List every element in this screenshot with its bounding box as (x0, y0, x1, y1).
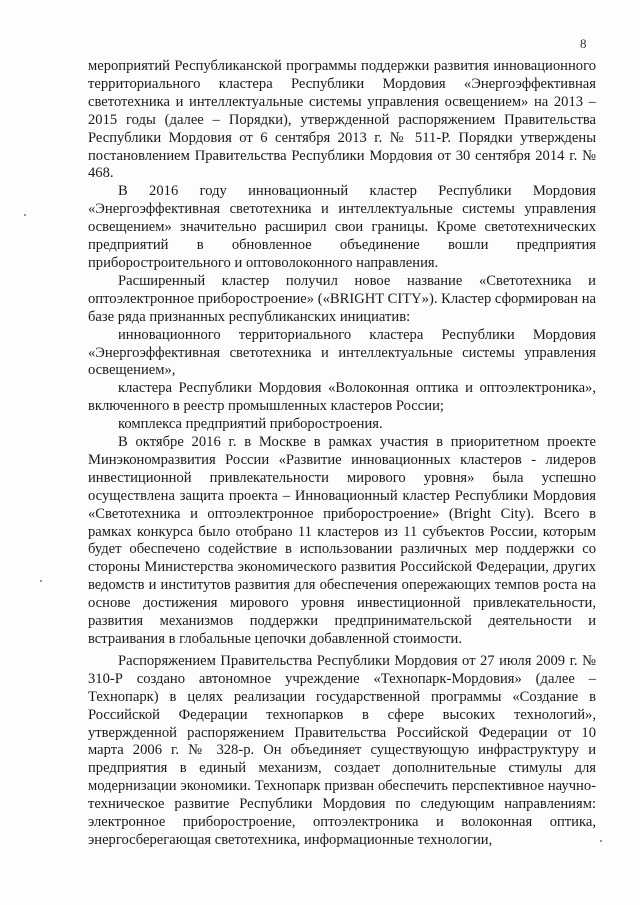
scan-speck (24, 214, 26, 216)
paragraph-technopark: Распоряжением Правительства Республики Мордовия от 27 июля 2009 г. № 310-Р создано автономное учреждение «Технопарк-Мордовия» (далее – Технопарк) в целях реализации государственной программы «Создание в Российской Федерации технопарков в сфере высоких технологий», утвержденной распоряжением Правительства Российской Федерации от 10 марта 2006 г. № 328-р. Он объединяет существующую инфраструктуру и предприятия в единый механизм, создает дополнительные стимулы для модернизации экономики. Технопарк призван обеспечить перспективное научно-техническое развитие Республики Мордовия по следующим направлениям: электронное приборостроение, оптоэлектроника и волоконная оптика, энергосберегающая светотехника, информационные технологии, (88, 652, 596, 848)
paragraph-october-2016: В октябре 2016 г. в Москве в рамках участия в приоритетном проекте Минэкономразвития России «Развитие инновационных кластеров - лидеров инвестиционной привлекательности мирового уровня» была успешно осуществлена защита проекта – Инновационный кластер Республики Мордовия «Светотехника и оптоэлектронное приборостроение» (Bright City). Всего в рамках конкурса было отобрано 11 кластеров из 11 субъектов России, которым будет обеспечено содействие в использовании различных мер поддержки со стороны Министерства экономического развития Российской Федерации, других ведомств и институтов развития для обеспечения опережающих темпов роста на основе достижения мирового уровня инвестиционной привлекательности, развития механизмов поддержки предпринимательской деятельности и встраивания в глобальные цепочки добавленной стоимости. (88, 434, 596, 647)
scan-speck (40, 580, 42, 582)
list-item-innovation-cluster: инновационного территориального кластера Республики Мордовия «Энергоэффективная светотехника и интеллектуальные системы управления освещением», (88, 326, 596, 379)
paragraph-expanded-cluster: Расширенный кластер получил новое название «Светотехника и оптоэлектронное приборостроение» («BRIGHT CITY»). Кластер сформирован на базе ряда признанных республиканских инициатив: (88, 272, 596, 325)
list-item-fiber-optics-cluster: кластера Республики Мордовия «Волоконная оптика и оптоэлектроника», включенного в реестр промышленных кластеров России; (88, 380, 596, 415)
paragraph-programme-continuation: мероприятий Республиканской программы поддержки развития инновационного территориального кластера Республики Мордовия «Энергоэффективная светотехника и интеллектуальные системы управления освещением» на 2013 – 2015 годы (далее – Порядки), утвержденной распоряжением Правительства Республики Мордовия от 6 сентября 2013 г. № 511-Р. Порядки утверждены постановлением Правительства Республики Мордовия от 30 сентября 2014 г. № 468. (88, 58, 596, 182)
document-body (88, 58, 596, 850)
scan-speck (600, 840, 602, 842)
list-item-instrument-complex: комплекса предприятий приборостроения. (118, 416, 383, 433)
page-number: 8 (580, 36, 587, 51)
paragraph-cluster-2016: В 2016 году инновационный кластер Республики Мордовия «Энергоэффективная светотехника и интеллектуальные системы управления освещением» значительно расширил свои границы. Кроме светотехнических предприятий в обновленное объединение вошли предприятия приборостроительного и оптоволоконного направления. (88, 183, 596, 271)
